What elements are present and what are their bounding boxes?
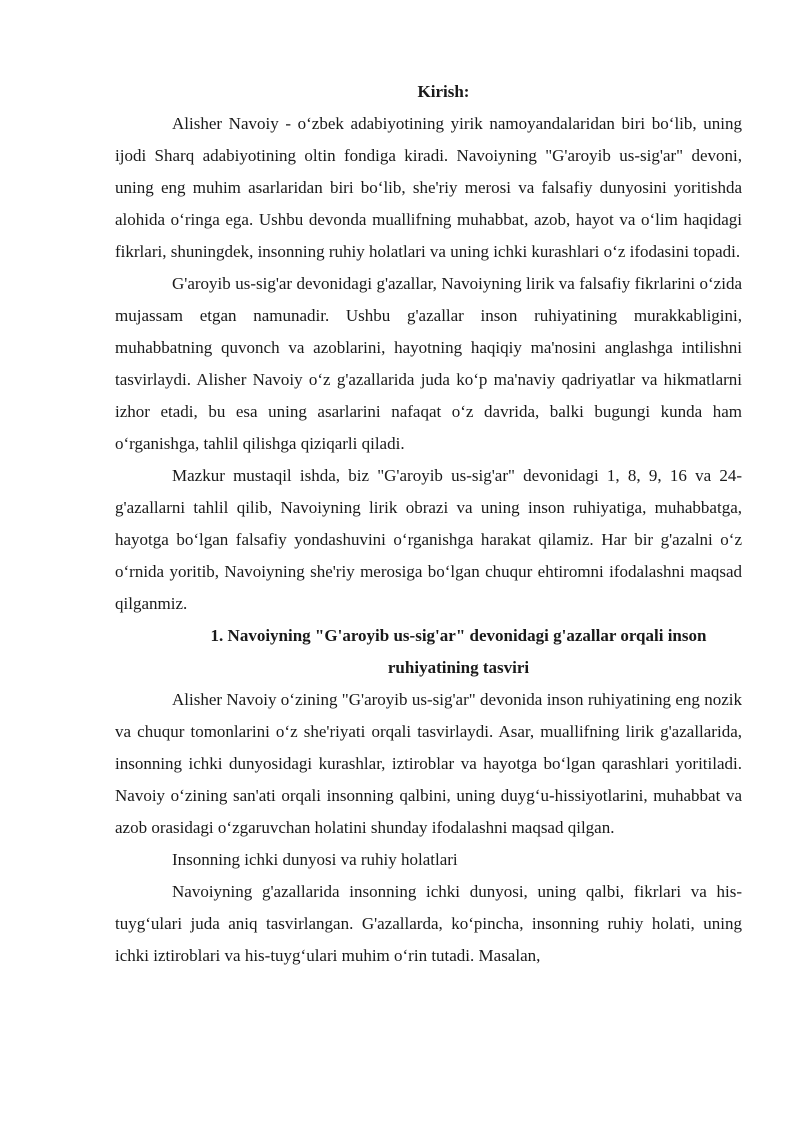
intro-heading: Kirish: — [417, 82, 470, 101]
intro-paragraph-2: G'aroyib us-sig'ar devonidagi g'azallar, Navoiyning lirik va falsafiy fikrlarini o‘zida mujassam etgan namunadir. Ushbu g'azallar inson ruhiyatining murakkabligini, muhabbatning quvonch va azoblarini, hayotning haqiqiy ma'nosini anglashga intilishni tasvirlaydi. Alisher Navoiy o‘z g'azallarida juda ko‘p ma'naviy qadriyatlar va hikmatlarni izhor etadi, bu esa uning asarlarini nafaqat o‘z davrida, balki bugungi kunda ham o‘rganishga, tahlil qilishga qiziqarli qiladi. — [115, 274, 742, 453]
section-heading: 1. Navoiyning "G'aroyib us-sig'ar" devonidagi g'azallar orqali inson ruhiyatining tasviri — [210, 626, 707, 677]
intro-paragraph-3: Mazkur mustaqil ishda, biz "G'aroyib us-sig'ar" devonidagi 1, 8, 9, 16 va 24-g'azallarni tahlil qilib, Navoiyning lirik obrazi va uning inson ruhiyatiga, muhabbatga, hayotga bo‘lgan falsafiy yondashuvini o‘rganishga harakat qilamiz. Har bir g'azalni o‘z o‘rnida yoritib, Navoiyning she'riy merosiga bo‘lgan chuqur ehtiromni ifodalashni maqsad qilganmiz. — [115, 466, 742, 613]
intro-paragraph-1: Alisher Navoiy - o‘zbek adabiyotining yirik namoyandalaridan biri bo‘lib, uning ijodi Sharq adabiyotining oltin fondiga kiradi. Navoiyning "G'aroyib us-sig'ar" devoni, uning eng muhim asarlaridan biri bo‘lib, she'riy merosi va falsafiy dunyosini yoritishda alohida o‘ringa ega. Ushbu devonda muallifning muhabbat, azob, hayot va o‘lim haqidagi fikrlari, shuningdek, insonning ruhiy holatlari va uning ichki kurashlari o‘z ifodasini topadi. — [115, 114, 742, 261]
last-paragraph: Navoiyning g'azallarida insonning ichki dunyosi, uning qalbi, fikrlari va his-tuyg‘ulari juda aniq tasvirlangan. G'azallarda, ko‘pincha, insonning ruhiy holati, uning ichki iztiroblari va his-tuyg‘ulari muhim o‘rin tutadi. Masalan, — [115, 882, 742, 965]
document-body — [115, 76, 742, 972]
subheading: Insonning ichki dunyosi va ruhiy holatlari — [172, 850, 458, 869]
section-paragraph: Alisher Navoiy o‘zining "G'aroyib us-sig'ar" devonida inson ruhiyatining eng nozik va chuqur tomonlarini o‘z she'riyati orqali tasvirlaydi. Asar, muallifning lirik g'azallarida, insonning ichki dunyosidagi kurashlar, iztiroblar va hayotga bo‘lgan qarashlari yoritiladi. Navoiy o‘zining san'ati orqali insonning qalbini, uning duyg‘u-hissiyotlarini, muhabbat va azob orasidagi o‘zgaruvchan holatini shunday ifodalashni maqsad qilgan. — [115, 690, 742, 837]
